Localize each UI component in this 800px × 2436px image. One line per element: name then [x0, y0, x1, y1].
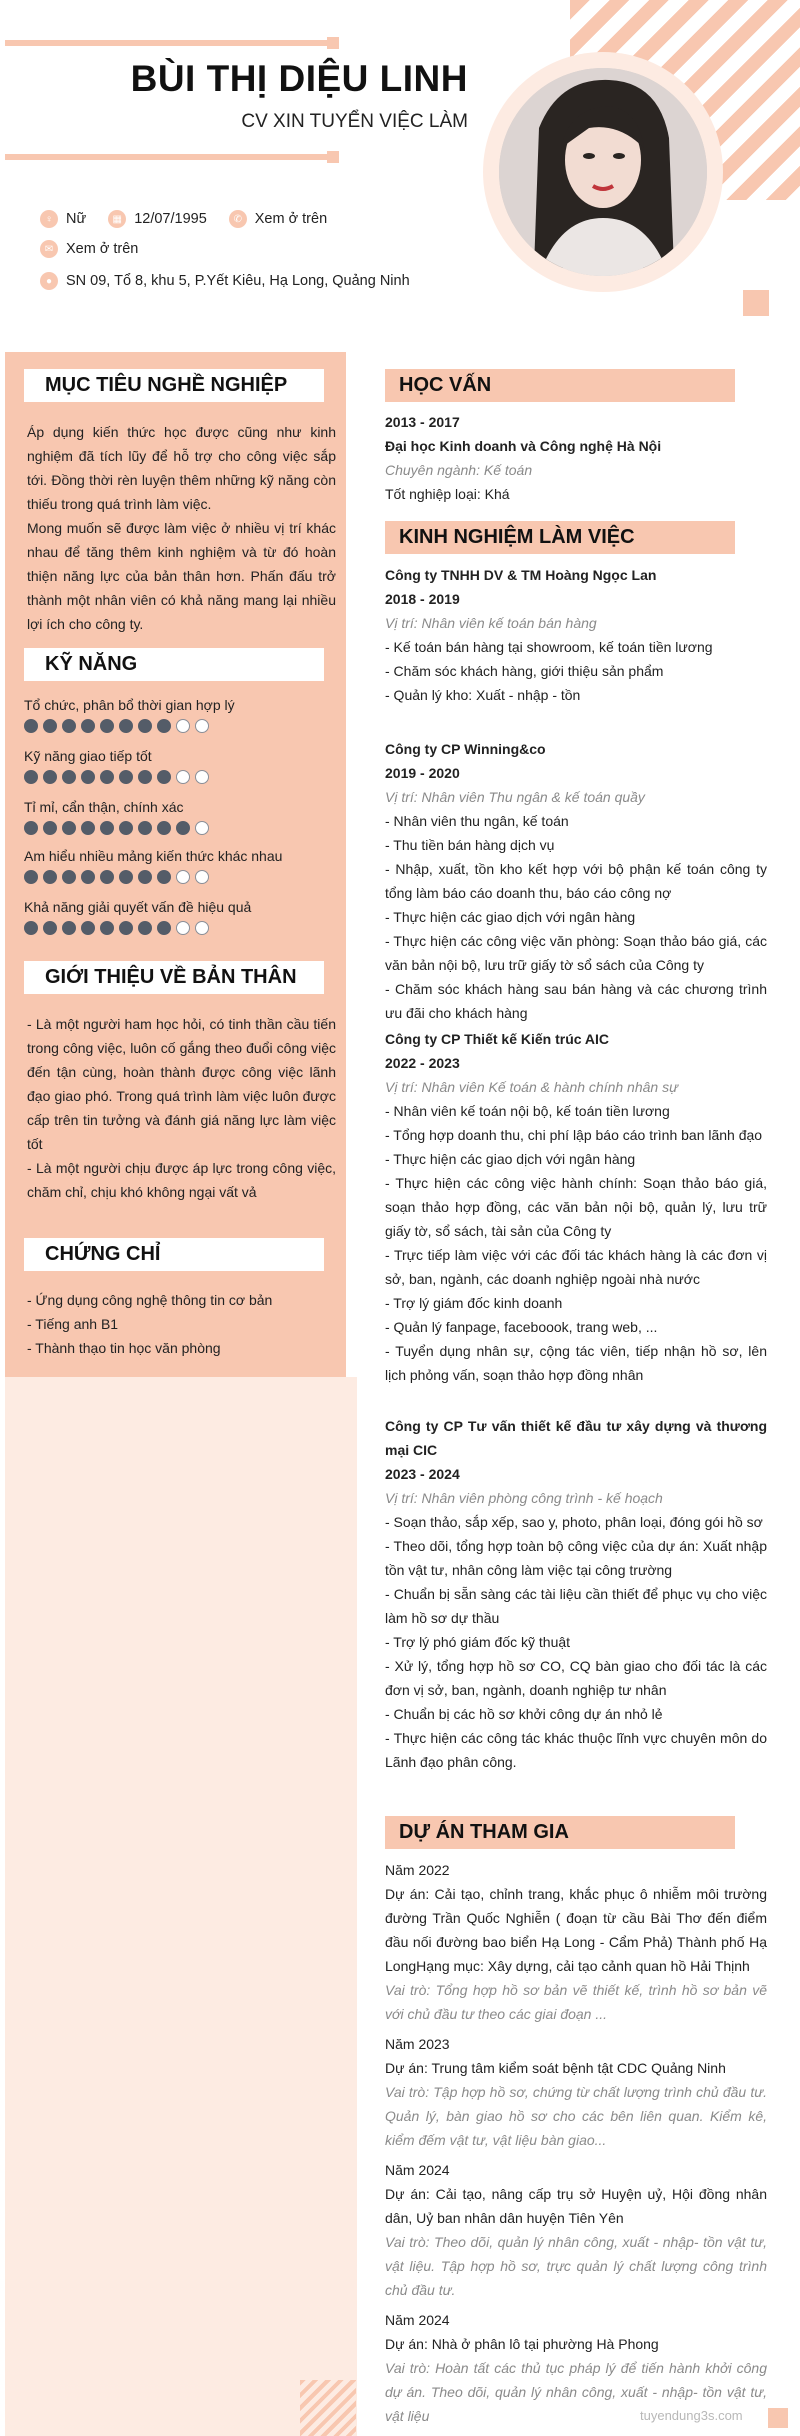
- job-position: Vị trí: Nhân viên Thu ngân & kế toán quầy: [385, 789, 645, 805]
- address-text: SN 09, Tổ 8, khu 5, P.Yết Kiêu, Hạ Long, Quảng Ninh: [66, 273, 410, 289]
- job-entry: [385, 737, 767, 1025]
- education-major: Chuyên ngành: Kế toán: [385, 462, 533, 478]
- project-year: Năm 2023: [385, 2036, 450, 2052]
- job-company: Công ty TNHH DV & TM Hoàng Ngọc Lan: [385, 567, 657, 583]
- education-years: 2013 - 2017: [385, 414, 460, 430]
- phone-icon: ✆: [229, 210, 247, 228]
- rating-dot-filled: [81, 870, 95, 884]
- header-top-rule: [5, 40, 335, 46]
- project-name: Dự án: Trung tâm kiểm soát bệnh tật CDC Quảng Ninh: [385, 2060, 726, 2076]
- job-duty: - Tuyển dụng nhân sự, cộng tác viên, tiếp nhận hồ sơ, lên lịch phỏng vấn, soạn thảo hợp đồng nhân: [385, 1343, 767, 1383]
- portrait-illustration: [499, 68, 707, 276]
- job-years: 2023 - 2024: [385, 1466, 460, 1482]
- objective-text: Áp dụng kiến thức học được cũng như kinh nghiệm đã tích lũy để hỗ trợ cho công việc sắp tới. Đồng thời rèn luyện thêm những kỹ năng còn thiếu trong quá trình làm việc. Mong muốn sẽ được làm việc ở nhiều vị trí khác nhau để tăng thêm kinh nghiệm và từ đó hoàn thiện năng lực của bản thân hơn. Phấn đấu trở thành một nhân viên có khả năng mang lại nhiều lợi ích cho công ty.: [27, 424, 336, 632]
- project-role: Vai trò: Theo dõi, quản lý nhân công, xuất - nhập- tồn vật tư, vật liệu. Tập hợp hồ sơ, trực quản lý chất lượng công trình chủ đầu tư.: [385, 2234, 767, 2298]
- watermark: tuyendung3s.com: [640, 2408, 743, 2423]
- rating-dot-filled: [62, 870, 76, 884]
- job-duty: - Thực hiện các công việc hành chính: Soạn thảo báo giá, soạn thảo hợp đồng, các văn bản nội bộ, quản lý, lưu trữ giấy tờ, sổ sách, tài sản của Công ty: [385, 1175, 767, 1239]
- rating-dot-filled: [100, 770, 114, 784]
- email-text: Xem ở trên: [66, 241, 139, 257]
- gender-text: Nữ: [66, 211, 87, 227]
- rating-dot-empty: [176, 921, 190, 935]
- left-column-lower: [5, 1377, 357, 2436]
- rating-dot-empty: [195, 870, 209, 884]
- job-years: 2018 - 2019: [385, 591, 460, 607]
- job-duty: - Xử lý, tổng hợp hồ sơ CO, CQ bàn giao cho đối tác là các đơn vị sở, ban, ngành, doanh nghiệp tư nhân: [385, 1658, 767, 1698]
- rating-dot-filled: [157, 921, 171, 935]
- job-entry: [385, 1027, 767, 1387]
- rating-dot-filled: [138, 770, 152, 784]
- rating-dot-filled: [62, 921, 76, 935]
- job-position: Vị trí: Nhân viên kế toán bán hàng: [385, 615, 597, 631]
- rating-dot-filled: [157, 719, 171, 733]
- rating-dot-filled: [24, 719, 38, 733]
- projects-list: [385, 1858, 767, 2434]
- job-duty: - Theo dõi, tổng hợp toàn bộ công việc của dự án: Xuất nhập tồn vật tư, nhân công làm việc tại công trường: [385, 1538, 767, 1578]
- rating-dot-filled: [176, 821, 190, 835]
- rating-dot-filled: [119, 821, 133, 835]
- email-info: [40, 240, 138, 258]
- rating-dot-filled: [138, 821, 152, 835]
- job-duty: - Thực hiện các giao dịch với ngân hàng: [385, 909, 636, 925]
- candidate-name: BÙI THỊ DIỆU LINH: [130, 58, 468, 99]
- job-company: Công ty CP Tư vấn thiết kế đầu tư xây dựng và thương mại CIC: [385, 1418, 767, 1458]
- contact-row-1: [40, 210, 327, 228]
- skill-rating: [24, 719, 209, 733]
- rating-dot-filled: [43, 719, 57, 733]
- certs-heading: CHỨNG CHỈ: [24, 1238, 324, 1271]
- decorative-square: [743, 290, 769, 316]
- rating-dot-filled: [43, 921, 57, 935]
- rating-dot-filled: [81, 921, 95, 935]
- project-role: Vai trò: Hoàn tất các thủ tục pháp lý để tiến hành khởi công dự án. Theo dõi, quản lý nhân công, xuất - nhập- tồn vật tư, vật liệu: [385, 2360, 767, 2424]
- job-duty: - Quản lý kho: Xuất - nhập - tồn: [385, 687, 581, 703]
- gender-info: [40, 210, 86, 228]
- skill-label: Khả năng giải quyết vấn đề hiệu quả: [24, 899, 252, 915]
- rating-dot-filled: [157, 870, 171, 884]
- rating-dot-filled: [24, 870, 38, 884]
- job-duty: - Trợ lý phó giám đốc kỹ thuật: [385, 1634, 571, 1650]
- job-duty: - Thu tiền bán hàng dịch vụ: [385, 837, 555, 853]
- rating-dot-filled: [138, 921, 152, 935]
- dob-text: 12/07/1995: [134, 211, 207, 227]
- job-duty: - Chăm sóc khách hàng, giới thiệu sản phẩm: [385, 663, 664, 679]
- cert-item: - Ứng dụng công nghệ thông tin cơ bản: [27, 1292, 273, 1308]
- rating-dot-filled: [62, 821, 76, 835]
- rating-dot-filled: [43, 821, 57, 835]
- projects-heading: DỰ ÁN THAM GIA: [385, 1816, 735, 1849]
- objective-heading: MỤC TIÊU NGHỀ NGHIỆP: [24, 369, 324, 402]
- rating-dot-filled: [81, 770, 95, 784]
- rating-dot-filled: [43, 870, 57, 884]
- job-duty: - Quản lý fanpage, faceboook, trang web, ...: [385, 1319, 658, 1335]
- calendar-icon: ▦: [108, 210, 126, 228]
- corner-stripe-decoration: [300, 2380, 356, 2436]
- job-years: 2019 - 2020: [385, 765, 460, 781]
- job-duty: - Nhân viên kế toán nội bộ, kế toán tiền lương: [385, 1103, 670, 1119]
- avatar-photo: [499, 68, 707, 276]
- job-years: 2022 - 2023: [385, 1055, 460, 1071]
- job-duty: - Trợ lý giám đốc kinh doanh: [385, 1295, 563, 1311]
- education-block: [385, 410, 767, 506]
- gender-icon: ♀: [40, 210, 58, 228]
- location-icon: ●: [40, 272, 58, 290]
- job-company: Công ty CP Winning&co: [385, 741, 546, 757]
- watermark-square: [768, 2408, 788, 2428]
- experience-heading: KINH NGHIỆM LÀM VIỆC: [385, 521, 735, 554]
- contact-row-3: [40, 272, 410, 290]
- rating-dot-filled: [43, 770, 57, 784]
- rating-dot-empty: [195, 770, 209, 784]
- skill-label: Tỉ mỉ, cẩn thận, chính xác: [24, 799, 184, 815]
- project-name: Dự án: Nhà ở phân lô tại phường Hà Phong: [385, 2336, 659, 2352]
- project-role: Vai trò: Tập hợp hồ sơ, chứng từ chất lượng trình chủ đầu tư. Quản lý, bàn giao hồ sơ cho các bên liên quan. Kiểm kê, kiểm đếm vật tư, vật liệu bàn giao...: [385, 2084, 767, 2148]
- project-year: Năm 2022: [385, 1862, 450, 1878]
- email-icon: ✉: [40, 240, 58, 258]
- rating-dot-filled: [119, 770, 133, 784]
- job-duty: - Kế toán bán hàng tại showroom, kế toán tiền lương: [385, 639, 713, 655]
- rating-dot-filled: [62, 719, 76, 733]
- header-bottom-rule: [5, 154, 335, 160]
- job-duty: - Chuẩn bị sẵn sàng các tài liệu cần thiết để phục vụ cho việc làm hồ sơ dự thầu: [385, 1586, 767, 1626]
- rating-dot-empty: [176, 719, 190, 733]
- job-duty: - Tổng hợp doanh thu, chi phí lập báo cáo trình ban lãnh đạo: [385, 1127, 763, 1143]
- project-name: Dự án: Cải tạo, chỉnh trang, khắc phục ô nhiễm môi trường đường Trần Quốc Nghiễn ( đoạn từ cầu Bài Thơ đến điểm đầu nối đường bao biển Hạ Long - Cẩm Phả) Thành phố Hạ LongHạng mục: Xây dựng, cải tạo cảnh quan hồ Hải Thịnh: [385, 1886, 767, 1974]
- rating-dot-filled: [138, 870, 152, 884]
- contact-row-2: [40, 240, 138, 258]
- job-duty: - Nhập, xuất, tồn kho kết hợp với bộ phận kế toán công ty tổng làm báo cáo doanh thu, báo cáo công nợ: [385, 861, 767, 901]
- job-duty: - Chuẩn bị các hồ sơ khởi công dự án nhỏ lẻ: [385, 1706, 663, 1722]
- rating-dot-empty: [195, 719, 209, 733]
- project-entry: [385, 2032, 767, 2152]
- job-duty: - Nhân viên thu ngân, kế toán: [385, 813, 569, 829]
- address-info: [40, 272, 410, 290]
- education-school: Đại học Kinh doanh và Công nghệ Hà Nội: [385, 438, 662, 454]
- project-year: Năm 2024: [385, 2312, 450, 2328]
- project-entry: [385, 1858, 767, 2026]
- job-company: Công ty CP Thiết kế Kiến trúc AIC: [385, 1031, 610, 1047]
- about-heading: GIỚI THIỆU VỀ BẢN THÂN: [24, 961, 324, 994]
- skill-label: Tổ chức, phân bổ thời gian hợp lý: [24, 697, 235, 713]
- education-grade: Tốt nghiệp loại: Khá: [385, 486, 510, 502]
- rating-dot-filled: [119, 719, 133, 733]
- skills-heading: KỸ NĂNG: [24, 648, 324, 681]
- education-heading: HỌC VẤN: [385, 369, 735, 402]
- certs-list: [27, 1288, 336, 1360]
- job-entry: [385, 563, 767, 707]
- job-duty: - Chăm sóc khách hàng sau bán hàng và các chương trình ưu đãi cho khách hàng: [385, 981, 767, 1021]
- rating-dot-empty: [195, 821, 209, 835]
- skill-rating: [24, 870, 209, 884]
- rating-dot-filled: [24, 921, 38, 935]
- rating-dot-filled: [100, 821, 114, 835]
- job-duty: - Thực hiện các công việc văn phòng: Soạn thảo báo giá, các văn bản nội bộ, lưu trữ giấy tờ sổ sách của Công ty: [385, 933, 767, 973]
- skill-label: Kỹ năng giao tiếp tốt: [24, 748, 152, 764]
- phone-text: Xem ở trên: [254, 211, 328, 227]
- rating-dot-filled: [81, 719, 95, 733]
- avatar-frame: [483, 52, 723, 292]
- rating-dot-filled: [119, 870, 133, 884]
- rating-dot-empty: [195, 921, 209, 935]
- job-duty: - Thực hiện các giao dịch với ngân hàng: [385, 1151, 636, 1167]
- project-name: Dự án: Cải tạo, nâng cấp trụ sở Huyện uỷ, Hội đồng nhân dân, Uỷ ban nhân dân huyện Tiên Yên: [385, 2186, 767, 2226]
- rating-dot-filled: [100, 921, 114, 935]
- rating-dot-filled: [100, 719, 114, 733]
- rating-dot-filled: [157, 821, 171, 835]
- phone-info: [229, 210, 327, 228]
- cert-item: - Thành thạo tin học văn phòng: [27, 1340, 221, 1356]
- skill-rating: [24, 821, 209, 835]
- rating-dot-filled: [81, 821, 95, 835]
- rating-dot-empty: [176, 870, 190, 884]
- rating-dot-filled: [157, 770, 171, 784]
- project-role: Vai trò: Tổng hợp hồ sơ bản vẽ thiết kế, trình hồ sơ bản vẽ với chủ đầu tư theo các giai đoạn ...: [385, 1982, 767, 2022]
- skill-rating: [24, 921, 209, 935]
- rating-dot-filled: [62, 770, 76, 784]
- job-position: Vị trí: Nhân viên phòng công trình - kế hoạch: [385, 1490, 663, 1506]
- about-text: - Là một người ham học hỏi, có tinh thần cầu tiến trong công việc, luôn cố gắng theo đuổi công việc đến tận cùng, hoàn thành được công việc lãnh đạo giao phó. Trong quá trình làm việc luôn được cấp trên tin tưởng và đánh giá năng lực làm việc tốt - Là một người chịu được áp lực trong công việc, chăm chỉ, chịu khó không ngại vất vả: [27, 1016, 336, 1200]
- rating-dot-filled: [24, 821, 38, 835]
- rating-dot-filled: [100, 870, 114, 884]
- rating-dot-empty: [176, 770, 190, 784]
- rating-dot-filled: [138, 719, 152, 733]
- project-year: Năm 2024: [385, 2162, 450, 2178]
- project-entry: [385, 2158, 767, 2302]
- cert-item: - Tiếng anh B1: [27, 1316, 119, 1332]
- job-position: Vị trí: Nhân viên Kế toán & hành chính nhân sự: [385, 1079, 678, 1095]
- job-duty: - Soạn thảo, sắp xếp, sao y, photo, phân loại, đóng gói hồ sơ: [385, 1514, 763, 1530]
- job-duty: - Trực tiếp làm việc với các đối tác khách hàng là các đơn vị sở, ban, ngành, các doanh nghiệp ngoài nhà nước: [385, 1247, 767, 1287]
- dob-info: [108, 210, 207, 228]
- job-duty: - Thực hiện các công tác khác thuộc lĩnh vực chuyên môn do Lãnh đạo phân công.: [385, 1730, 767, 1770]
- job-entry: [385, 1414, 767, 1774]
- skill-label: Am hiểu nhiều mảng kiến thức khác nhau: [24, 848, 283, 864]
- rating-dot-filled: [24, 770, 38, 784]
- rating-dot-filled: [119, 921, 133, 935]
- cv-subtitle: CV XIN TUYỂN VIỆC LÀM: [241, 111, 468, 132]
- skill-rating: [24, 770, 209, 784]
